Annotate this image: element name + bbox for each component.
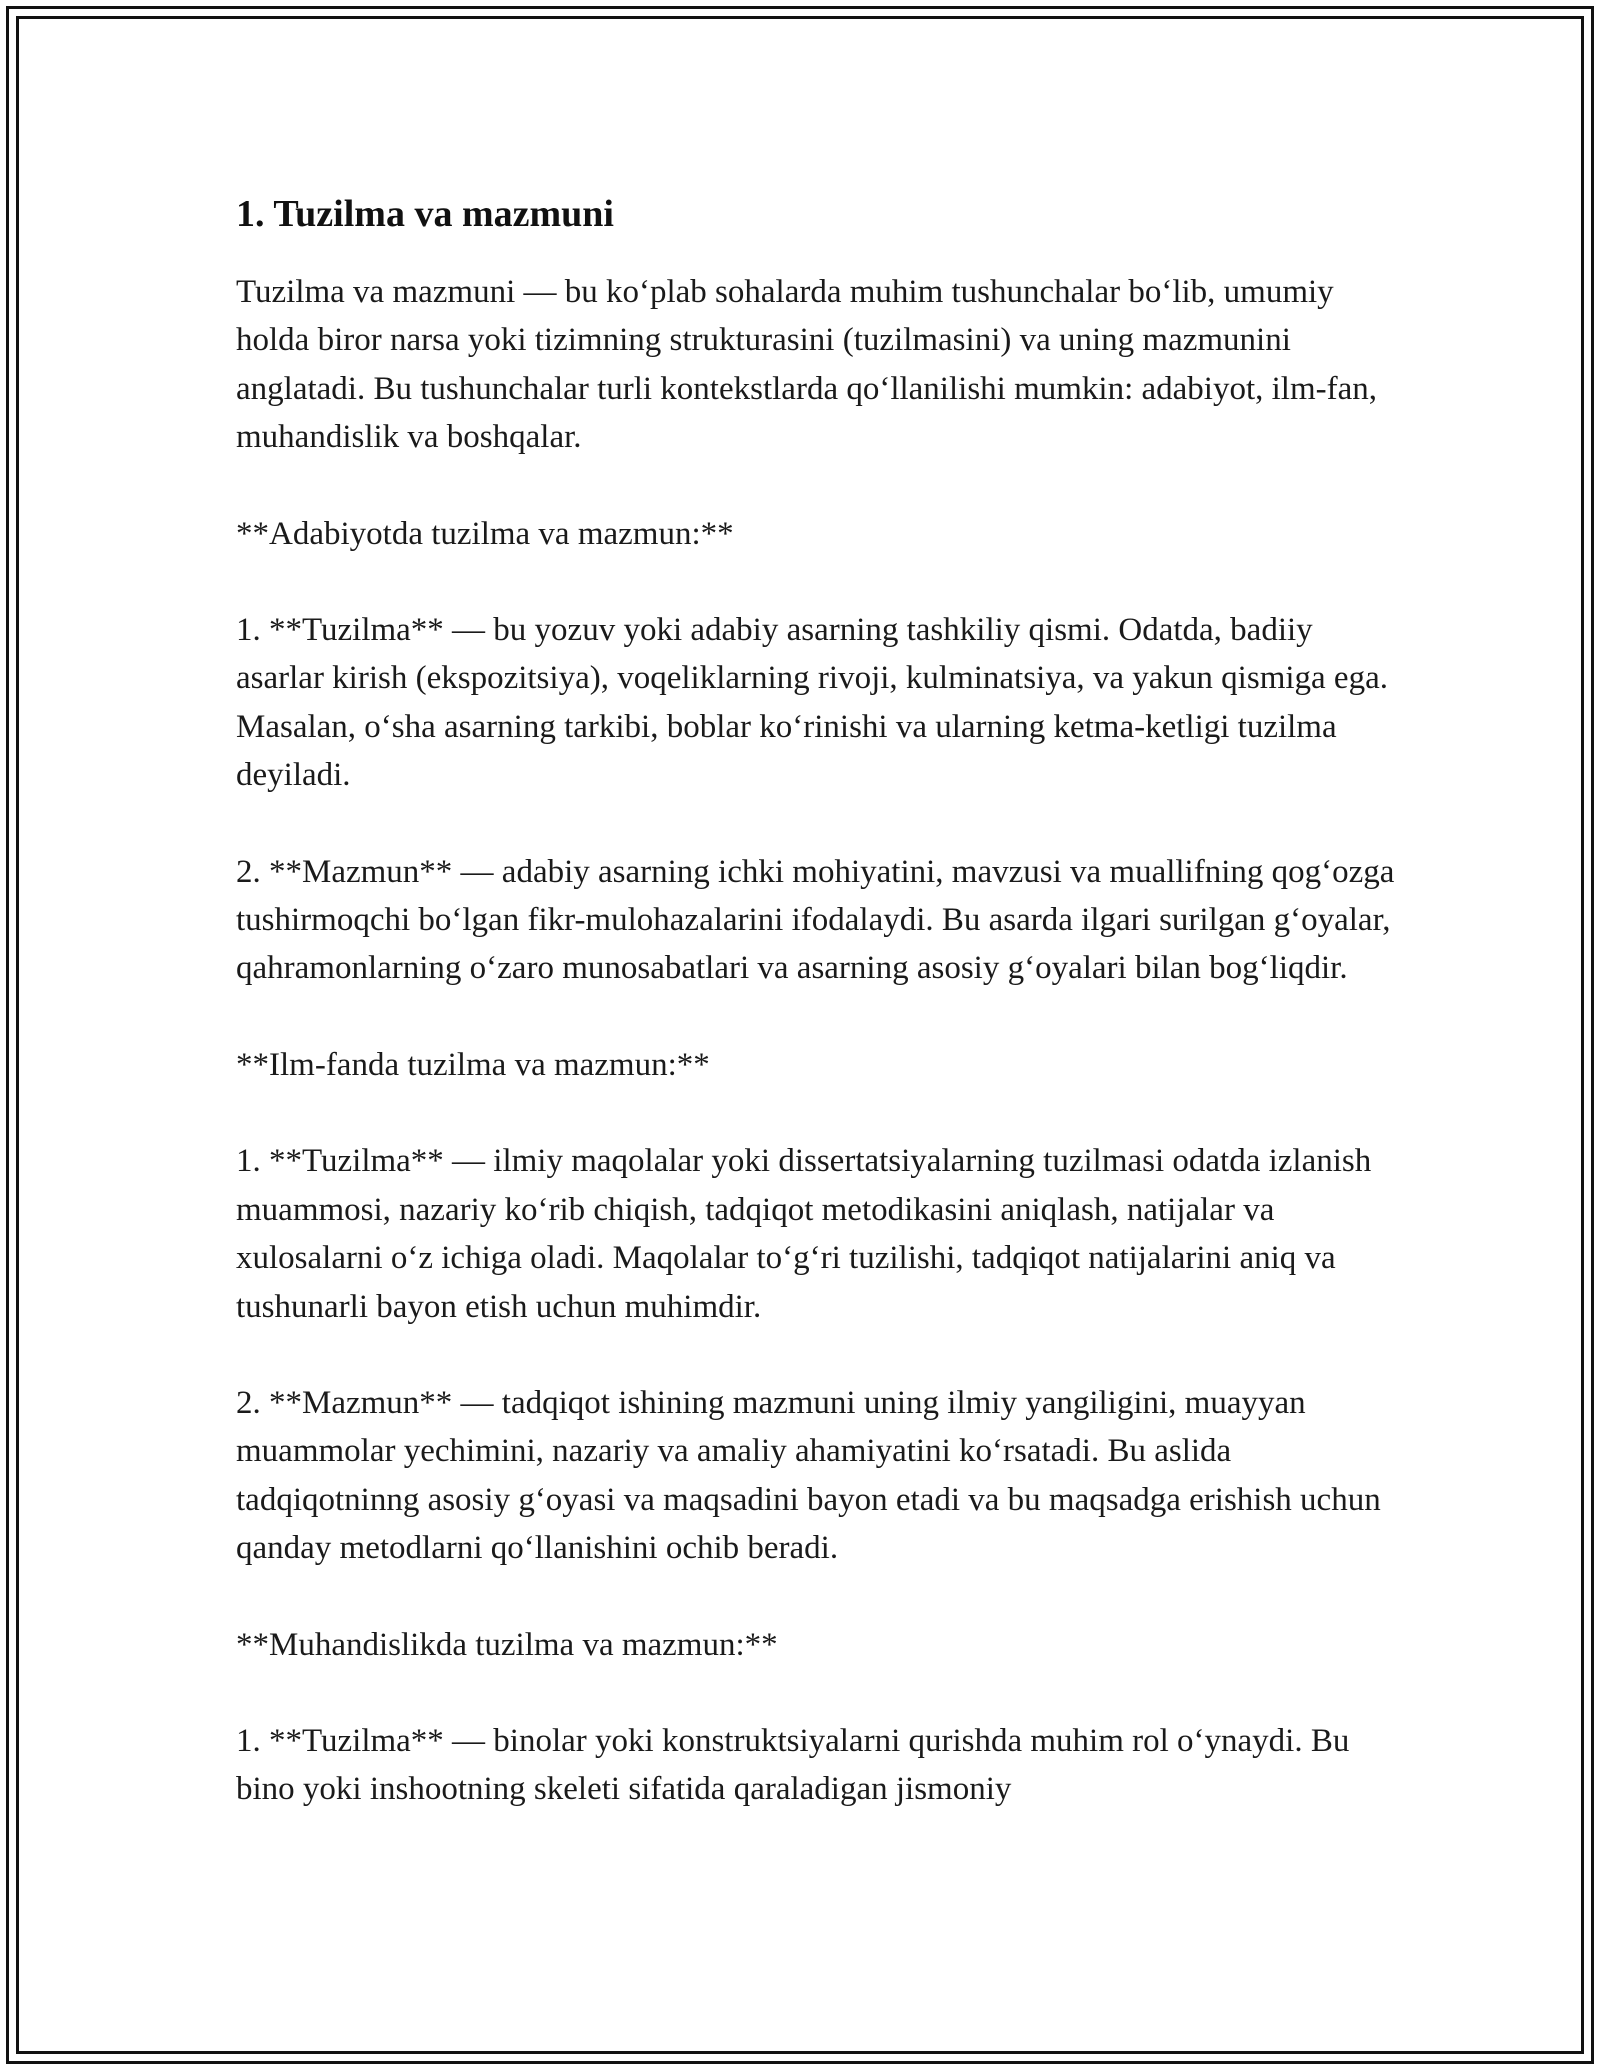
literature-content-paragraph: 2. **Mazmun** — adabiy asarning ichki mohiyatini, mavzusi va muallifning qog‘ozga tushirmoqchi bo‘lgan fikr-mulohazalarini ifodalaydi. Bu asarda ilgari surilgan g‘oyalar, qahramonlarning o‘zaro munosabatlari va asarning asosiy g‘oyalari bilan bog‘liqdir. xyxy=(236,853,1395,987)
science-content-paragraph: 2. **Mazmun** — tadqiqot ishining mazmuni uning ilmiy yangiligini, muayyan muammolar yechimini, nazariy va amaliy ahamiyatini ko‘rsatadi. Bu aslida tadqiqotninng asosiy g‘oyasi va maqsadini bayon etadi va bu maqsadga erishish uchun qanday metodlarni qo‘llanishini ochib beradi. xyxy=(236,1384,1381,1567)
intro-paragraph: Tuzilma va mazmuni — bu ko‘plab sohalarda muhim tushunchalar bo‘lib, umumiy holda biror narsa yoki tizimning strukturasini (tuzilmasini) va uning mazmunini anglatadi. Bu tushunchalar turli kontekstlarda qo‘llanilishi mumkin: adabiyot, ilm-fan, muhandislik va boshqalar. xyxy=(236,274,1378,456)
document-body xyxy=(236,186,1400,1862)
science-structure-paragraph: 1. **Tuzilma** — ilmiy maqolalar yoki dissertatsiyalarning tuzilmasi odatda izlanish muammosi, nazariy ko‘rib chiqish, tadqiqot metodikasini aniqlash, natijalar va xulosalarni o‘z ichiga oladi. Maqolalar to‘g‘ri tuzilishi, tadqiqot natijalarini aniq va tushunarli bayon etish uchun muhimdir. xyxy=(236,1143,1372,1325)
subheading-science: **Ilm-fanda tuzilma va mazmun:** xyxy=(236,1046,710,1083)
engineering-structure-paragraph: 1. **Tuzilma** — binolar yoki konstruktsiyalarni qurishda muhim rol o‘ynaydi. Bu bino yoki inshootning skeleti sifatida qaraladigan jismoniy xyxy=(236,1722,1350,1808)
subheading-engineering: **Muhandislikda tuzilma va mazmun:** xyxy=(236,1626,778,1663)
subheading-literature: **Adabiyotda tuzilma va mazmun:** xyxy=(236,515,734,552)
literature-structure-paragraph: 1. **Tuzilma** — bu yozuv yoki adabiy asarning tashkiliy qismi. Odatda, badiiy asarlar kirish (ekspozitsiya), voqeliklarning rivoji, kulminatsiya, va yakun qismiga ega. Masalan, o‘sha asarning tarkibi, boblar ko‘rinishi va ularning ketma-ketligi tuzilma deyiladi. xyxy=(236,612,1388,794)
section-heading: 1. Tuzilma va mazmuni xyxy=(236,193,614,235)
